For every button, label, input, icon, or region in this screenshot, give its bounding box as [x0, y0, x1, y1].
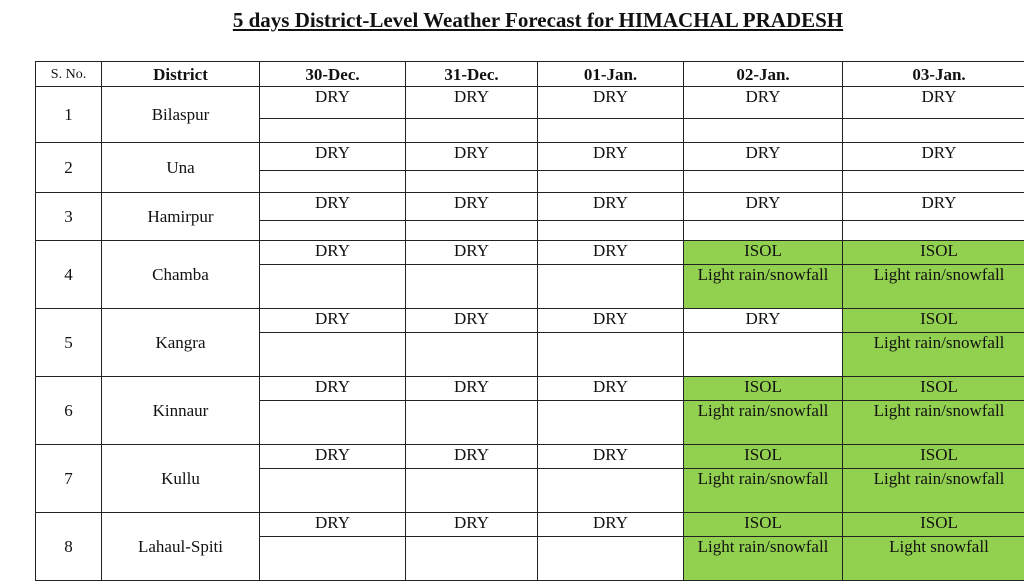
forecast-cell: DRY — [684, 143, 843, 171]
forecast-detail-cell — [843, 171, 1024, 193]
table-row — [36, 87, 1024, 119]
district-cell: Lahaul-Spiti — [102, 513, 260, 581]
table-row — [36, 241, 1024, 265]
forecast-cell: DRY — [406, 241, 538, 265]
forecast-detail-cell — [406, 265, 538, 309]
forecast-detail-cell — [260, 401, 406, 445]
serial-number-cell: 8 — [36, 513, 102, 581]
forecast-cell: ISOL — [684, 445, 843, 469]
forecast-detail-cell — [538, 401, 684, 445]
forecast-cell: DRY — [843, 143, 1024, 171]
district-cell: Una — [102, 143, 260, 193]
column-header-day-4: 02-Jan. — [684, 62, 843, 87]
district-cell: Chamba — [102, 241, 260, 309]
forecast-detail-cell — [406, 401, 538, 445]
forecast-detail-cell — [684, 119, 843, 143]
forecast-cell: ISOL — [843, 377, 1024, 401]
forecast-detail-cell: Light rain/snowfall — [684, 265, 843, 309]
column-header-day-1: 30-Dec. — [260, 62, 406, 87]
forecast-detail-cell: Light rain/snowfall — [843, 469, 1024, 513]
table-row — [36, 513, 1024, 537]
forecast-detail-cell: Light rain/snowfall — [843, 333, 1024, 377]
forecast-cell: DRY — [843, 87, 1024, 119]
serial-number-cell: 7 — [36, 445, 102, 513]
serial-number-cell: 3 — [36, 193, 102, 241]
forecast-detail-cell — [538, 119, 684, 143]
forecast-detail-cell: Light rain/snowfall — [843, 401, 1024, 445]
forecast-detail-cell — [406, 221, 538, 241]
forecast-cell: DRY — [260, 445, 406, 469]
forecast-detail-cell — [684, 221, 843, 241]
column-header-day-2: 31-Dec. — [406, 62, 538, 87]
forecast-cell: DRY — [406, 445, 538, 469]
forecast-cell: DRY — [538, 193, 684, 221]
forecast-cell: ISOL — [843, 309, 1024, 333]
forecast-detail-cell: Light snowfall — [843, 537, 1024, 581]
header-row — [36, 62, 1024, 87]
district-cell: Kinnaur — [102, 377, 260, 445]
forecast-detail-cell — [260, 537, 406, 581]
forecast-detail-cell — [843, 221, 1024, 241]
district-cell: Kangra — [102, 309, 260, 377]
forecast-detail-cell: Light rain/snowfall — [843, 265, 1024, 309]
column-header-district: District — [102, 62, 260, 87]
forecast-cell: DRY — [538, 513, 684, 537]
forecast-cell: DRY — [538, 87, 684, 119]
forecast-cell: DRY — [406, 87, 538, 119]
table-row — [36, 445, 1024, 469]
table-row — [36, 309, 1024, 333]
forecast-cell: DRY — [260, 309, 406, 333]
forecast-cell: ISOL — [843, 513, 1024, 537]
forecast-detail-cell — [684, 171, 843, 193]
forecast-detail-cell — [260, 119, 406, 143]
forecast-cell: DRY — [538, 309, 684, 333]
forecast-cell: DRY — [684, 193, 843, 221]
forecast-detail-cell — [260, 333, 406, 377]
forecast-cell: DRY — [684, 87, 843, 119]
forecast-cell: ISOL — [684, 241, 843, 265]
forecast-cell: DRY — [260, 193, 406, 221]
forecast-cell: DRY — [684, 309, 843, 333]
forecast-detail-cell — [538, 171, 684, 193]
forecast-detail-cell — [260, 221, 406, 241]
serial-number-cell: 1 — [36, 87, 102, 143]
page-title: 5 days District-Level Weather Forecast for HIMACHAL PRADESH — [0, 8, 1024, 33]
forecast-detail-cell — [843, 119, 1024, 143]
forecast-cell: DRY — [538, 241, 684, 265]
forecast-cell: DRY — [406, 309, 538, 333]
forecast-cell: DRY — [260, 87, 406, 119]
forecast-detail-cell: Light rain/snowfall — [684, 401, 843, 445]
forecast-cell: DRY — [406, 377, 538, 401]
serial-number-cell: 5 — [36, 309, 102, 377]
forecast-detail-cell: Light rain/snowfall — [684, 469, 843, 513]
forecast-detail-cell — [538, 265, 684, 309]
serial-number-cell: 2 — [36, 143, 102, 193]
forecast-cell: DRY — [538, 377, 684, 401]
forecast-detail-cell — [260, 265, 406, 309]
district-cell: Kullu — [102, 445, 260, 513]
forecast-cell: DRY — [260, 377, 406, 401]
column-header-sno: S. No. — [36, 62, 102, 87]
forecast-cell: DRY — [260, 513, 406, 537]
forecast-detail-cell — [260, 171, 406, 193]
forecast-detail-cell — [406, 119, 538, 143]
forecast-detail-cell — [538, 469, 684, 513]
district-cell: Bilaspur — [102, 87, 260, 143]
table-row — [36, 143, 1024, 171]
serial-number-cell: 4 — [36, 241, 102, 309]
forecast-cell: ISOL — [843, 445, 1024, 469]
serial-number-cell: 6 — [36, 377, 102, 445]
forecast-cell: ISOL — [684, 377, 843, 401]
forecast-detail-cell — [538, 221, 684, 241]
forecast-cell: DRY — [406, 193, 538, 221]
forecast-cell: ISOL — [684, 513, 843, 537]
forecast-detail-cell — [260, 469, 406, 513]
forecast-detail-cell: Light rain/snowfall — [684, 537, 843, 581]
forecast-cell: DRY — [260, 143, 406, 171]
forecast-detail-cell — [406, 171, 538, 193]
district-cell: Hamirpur — [102, 193, 260, 241]
forecast-detail-cell — [538, 537, 684, 581]
forecast-table — [35, 61, 1024, 581]
forecast-cell: DRY — [260, 241, 406, 265]
forecast-detail-cell — [406, 469, 538, 513]
forecast-cell: DRY — [406, 143, 538, 171]
forecast-cell: DRY — [538, 143, 684, 171]
forecast-cell: DRY — [538, 445, 684, 469]
forecast-detail-cell — [406, 537, 538, 581]
table-row — [36, 193, 1024, 221]
forecast-detail-cell — [684, 333, 843, 377]
forecast-cell: DRY — [843, 193, 1024, 221]
forecast-detail-cell — [406, 333, 538, 377]
forecast-cell: ISOL — [843, 241, 1024, 265]
table-row — [36, 377, 1024, 401]
forecast-cell: DRY — [406, 513, 538, 537]
column-header-day-5: 03-Jan. — [843, 62, 1024, 87]
column-header-day-3: 01-Jan. — [538, 62, 684, 87]
forecast-detail-cell — [538, 333, 684, 377]
